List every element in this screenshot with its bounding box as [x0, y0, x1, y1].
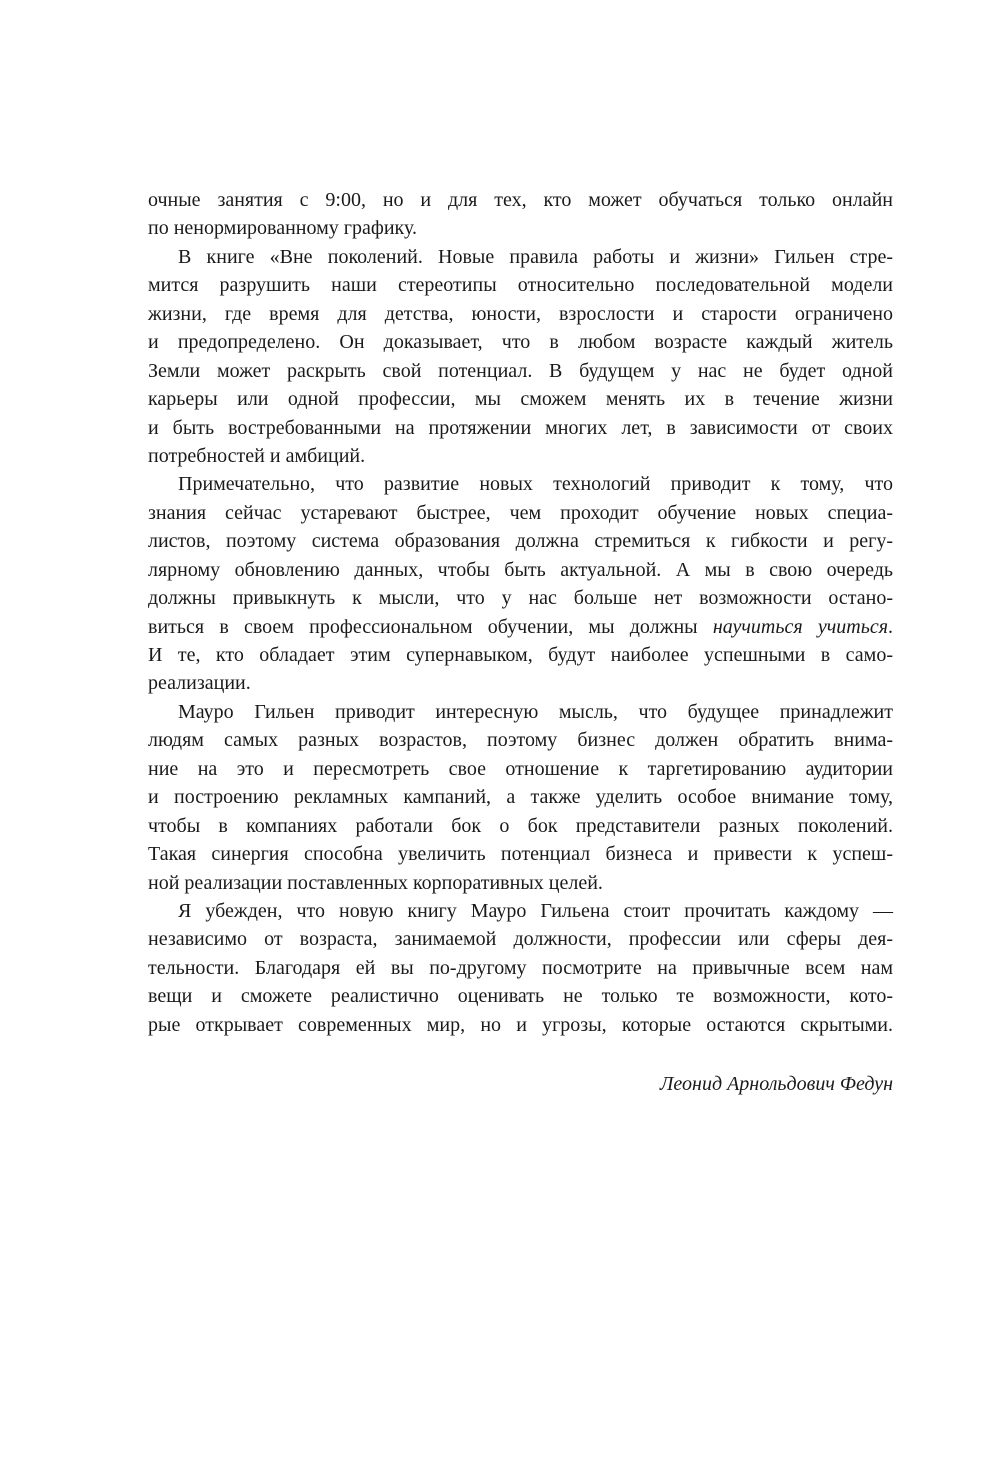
text-line: И те, кто обладает этим супернавыком, будут наиболее успешными в само- [148, 644, 893, 666]
text-line: тельности. Благодаря ей вы по-другому посмотрите на привычные всем нам [148, 956, 893, 979]
text-line: независимо от возраста, занимаемой должности, профессии или сферы дея- [148, 928, 893, 951]
text-line: знания сейчас устаревают быстрее, чем проходит обучение новых специа- [148, 501, 893, 524]
text-line: по ненормированному графику. [148, 217, 417, 240]
text-line: людям самых разных возрастов, поэтому бизнес должен обратить внима- [148, 729, 893, 752]
text-segment: виться в своем профессиональном обучении, мы должны [148, 615, 713, 638]
text-line: карьеры или одной профессии, мы сможем менять их в течение жизни [148, 388, 893, 411]
emphasis-text: научиться учиться [712, 615, 888, 638]
paragraph-4 [148, 698, 893, 897]
text-line: потребностей и амбиций. [148, 444, 366, 467]
text-line: Такая синергия способна увеличить потенциал бизнеса и привести к успеш- [148, 843, 893, 866]
text-line: листов, поэтому система образования должна стремиться к гибкости и регу- [148, 530, 893, 553]
text-line: вещи и сможете реалистично оценивать не только те возможности, кото- [148, 985, 893, 1008]
text-line: чтобы в компаниях работали бок о бок представители разных поколений. [148, 814, 893, 837]
paragraph-5 [148, 897, 893, 1039]
text-line: ной реализации поставленных корпоративных целей. [148, 871, 603, 894]
body-text [148, 186, 893, 1039]
author-signature: Леонид Арнольдович Федун [659, 1073, 893, 1095]
text-line: и быть востребованными на протяжении многих лет, в зависимости от своих [148, 416, 893, 439]
text-segment: . [888, 615, 893, 638]
text-line: должны привыкнуть к мысли, что у нас больше нет возможности остано- [148, 587, 893, 610]
text-line: Примечательно, что развитие новых технологий приводит к тому, что [178, 473, 893, 496]
text-line: лярному обновлению данных, чтобы быть актуальной. А мы в свою очередь [148, 558, 893, 581]
text-line: реализации. [148, 672, 251, 695]
text-line: мится разрушить наши стереотипы относительно последовательной модели [148, 274, 893, 297]
text-line: Земли может раскрыть свой потенциал. В будущем у нас не будет одной [148, 359, 893, 382]
text-line: и предопределено. Он доказывает, что в любом возрасте каждый житель [148, 331, 893, 354]
text-line: и построению рекламных кампаний, а также уделить особое внимание тому, [148, 786, 893, 809]
text-line [148, 613, 893, 641]
text-line: жизни, где время для детства, юности, взрослости и старости ограничено [148, 302, 893, 325]
paragraph-2 [148, 243, 893, 471]
paragraph-1 [148, 186, 893, 243]
paragraph-3 [148, 470, 893, 698]
text-line: очные занятия с 9:00, но и для тех, кто может обучаться только онлайн [148, 189, 893, 211]
text-line: ние на это и пересмотреть свое отношение к таргетированию аудитории [148, 757, 893, 780]
text-line: В книге «Вне поколений. Новые правила работы и жизни» Гильен стре- [178, 245, 893, 268]
text-line: рые открывает современных мир, но и угрозы, которые остаются скрытыми. [148, 1013, 893, 1036]
text-line: Я убежден, что новую книгу Мауро Гильена стоит прочитать каждому — [178, 899, 893, 922]
text-line: Мауро Гильен приводит интересную мысль, что будущее принадлежит [178, 700, 893, 723]
